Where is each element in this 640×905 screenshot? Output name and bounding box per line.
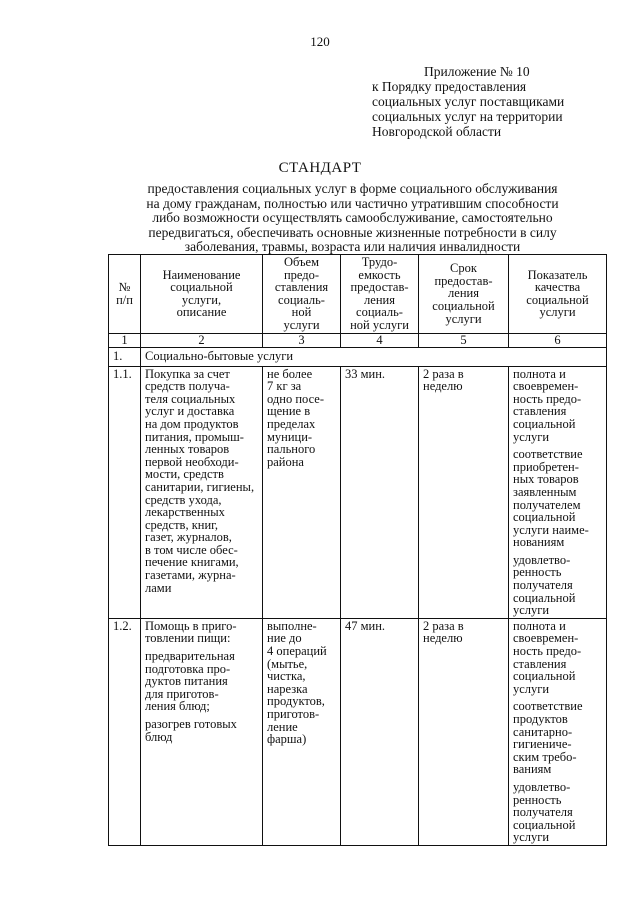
- cell-text-line: социальной: [513, 590, 576, 605]
- cell-text-line: ность предо-: [513, 391, 582, 406]
- cell-text-line: ления блюд;: [145, 699, 210, 714]
- cell-text-line: услуги: [513, 429, 550, 444]
- cell-text-line: блюд: [145, 729, 173, 744]
- cell-text-line: услуг и доставка: [145, 404, 235, 419]
- cell-text-line: получателем: [513, 497, 581, 512]
- cell-text-line: приобретен-: [513, 459, 579, 474]
- cell-text-line: не более: [267, 366, 313, 381]
- appendix-line: к Порядку предоставления: [372, 79, 527, 94]
- table-row: [109, 366, 607, 618]
- cell-paragraph: [513, 700, 602, 776]
- subtitle-line: передвигаться, обеспечивать основные жизненные потребности в силу: [148, 224, 557, 240]
- cell-text-line: выполне-: [267, 618, 317, 633]
- cell-paragraph: [145, 368, 258, 595]
- cell-text-line: услуги наиме-: [513, 522, 589, 537]
- quality-cell: [509, 366, 607, 618]
- section-row: [109, 347, 607, 366]
- cell-text-line: емкость: [358, 267, 401, 282]
- cell-text-line: пального: [267, 442, 316, 457]
- cell-text-line: подготовка про-: [145, 661, 231, 676]
- cell-text-line: для приготов-: [145, 686, 219, 701]
- cell-text-line: услуги: [445, 311, 482, 326]
- cell-text-line: 33 мин.: [345, 366, 386, 381]
- subtitle-line: предоставления социальных услуг в форме социального обслуживания: [147, 181, 558, 196]
- cell-text-line: социальной: [513, 416, 576, 431]
- term-cell: [419, 366, 509, 618]
- cell-paragraph: [145, 718, 258, 743]
- cell-text-line: мости, средств: [145, 467, 224, 482]
- cell-text-line: ной: [291, 305, 312, 320]
- document-subtitle: [110, 182, 595, 255]
- cell-paragraph: [513, 554, 602, 617]
- cell-text-line: своевремен-: [513, 631, 579, 646]
- cell-text-line: дуктов питания: [145, 674, 228, 689]
- header-cell-labor: [341, 255, 419, 334]
- row-number: 1.1.: [109, 366, 141, 618]
- cell-text-line: ления: [448, 286, 479, 301]
- cell-paragraph: [513, 620, 602, 696]
- cell-text-line: предостав-: [350, 280, 409, 295]
- cell-text-line: услуги: [513, 603, 550, 618]
- cell-text-line: района: [267, 454, 304, 469]
- cell-text-line: ставления: [274, 280, 329, 295]
- section-title: Социально-бытовые услуги: [141, 347, 607, 366]
- cell-text-line: продуктов: [513, 712, 568, 726]
- appendix-line: социальных услуг на территории: [372, 109, 563, 124]
- appendix-title: Приложение № 10: [424, 64, 530, 79]
- volume-cell: [263, 618, 341, 845]
- cell-text-line: предварительная: [145, 649, 235, 664]
- cell-text-line: соответствие: [513, 447, 583, 462]
- cell-text-line: неделю: [423, 379, 463, 394]
- row-number: 1.2.: [109, 618, 141, 845]
- cell-text-line: ления: [364, 292, 395, 307]
- cell-text-line: Помощь в приго-: [145, 618, 237, 633]
- cell-text-line: 4 операций: [267, 644, 327, 659]
- cell-text-line: ность предо-: [513, 644, 582, 659]
- cell-text-line: (мытье,: [267, 656, 308, 671]
- cell-text-line: разогрев готовых: [145, 717, 237, 731]
- standard-table: [108, 254, 607, 846]
- cell-text-line: газет, журналов,: [145, 530, 232, 545]
- cell-text-line: средств ухода,: [145, 492, 222, 507]
- cell-text-line: 47 мин.: [345, 618, 386, 633]
- subtitle-line: заболевания, травмы, возраста или наличия инвалидности: [184, 239, 521, 254]
- cell-paragraph: [513, 368, 602, 444]
- cell-text-line: одно посе-: [267, 391, 324, 406]
- cell-text-line: газетами, журна-: [145, 568, 236, 583]
- cell-text-line: описание: [176, 305, 227, 320]
- cell-text-line: предо-: [283, 267, 320, 282]
- cell-paragraph: [513, 781, 602, 844]
- cell-text-line: услуги: [283, 317, 320, 332]
- document-heading: СТАНДАРТ: [278, 160, 362, 176]
- cell-paragraph: [145, 650, 258, 713]
- cell-text-line: социаль-: [356, 305, 403, 320]
- cell-paragraph: [145, 620, 258, 645]
- cell-text-line: ваниям: [513, 762, 552, 777]
- term-cell: [419, 618, 509, 845]
- cell-paragraph: [513, 448, 602, 549]
- header-cell-quality: [509, 255, 607, 334]
- cell-text-line: социальной: [170, 280, 233, 295]
- cell-text-line: полнота и: [513, 618, 566, 633]
- cell-text-line: ние до: [267, 631, 302, 646]
- column-number: 3: [263, 333, 341, 347]
- cell-text-line: средств получа-: [145, 379, 230, 394]
- cell-text-line: товлении пищи:: [145, 631, 231, 646]
- header-cell-volume: [263, 255, 341, 334]
- table-header-row: [109, 255, 607, 334]
- cell-text-line: 7 кг за: [267, 379, 302, 394]
- section-number: 1.: [109, 347, 141, 366]
- subtitle-line: на дому гражданам, полностью или частично утратившим способности: [146, 195, 559, 211]
- cell-text-line: полнота и: [513, 366, 566, 381]
- cell-text-line: ление: [267, 719, 298, 734]
- cell-text-line: получателя: [513, 578, 573, 593]
- cell-text-line: ной услуги: [350, 317, 409, 332]
- cell-text-line: печение книгами,: [145, 555, 239, 570]
- table-row: [109, 618, 607, 845]
- cell-text-line: в том числе обес-: [145, 542, 238, 557]
- header-cell-name: [141, 255, 263, 334]
- header-cell-number: [109, 255, 141, 334]
- cell-text-line: заявленным: [513, 484, 577, 499]
- cell-text-line: социальной: [513, 669, 576, 684]
- cell-text-line: ленных товаров: [145, 442, 230, 457]
- cell-text-line: Срок: [450, 261, 477, 276]
- cell-text-line: Объем: [284, 255, 319, 269]
- labor-cell: [341, 618, 419, 845]
- column-number-row: [109, 333, 607, 347]
- cell-text-line: ных товаров: [513, 472, 579, 487]
- cell-text-line: социальной: [432, 299, 495, 314]
- cell-text-line: продуктов,: [267, 694, 325, 709]
- cell-text-line: питания, промыш-: [145, 429, 244, 444]
- cell-text-line: социальной: [513, 817, 576, 832]
- column-number: 1: [109, 333, 141, 347]
- cell-text-line: услуги,: [181, 292, 222, 307]
- cell-text-line: удовлетво-: [513, 552, 571, 567]
- service-name-cell: [141, 366, 263, 618]
- labor-cell: [341, 366, 419, 618]
- cell-text-line: ставления: [513, 656, 567, 671]
- cell-text-line: ренность: [513, 565, 562, 580]
- quality-cell: [509, 618, 607, 845]
- cell-text-line: Наименование: [162, 267, 241, 282]
- column-number: 4: [341, 333, 419, 347]
- column-number: 6: [509, 333, 607, 347]
- cell-text-line: санитарно-: [513, 724, 573, 739]
- cell-text-line: ставления: [513, 404, 567, 419]
- cell-text-line: пределах: [267, 416, 316, 431]
- cell-text-line: чистка,: [267, 669, 306, 684]
- cell-text-line: Трудо-: [361, 255, 398, 269]
- column-number: 2: [141, 333, 263, 347]
- cell-text-line: фарша): [267, 732, 307, 747]
- cell-text-line: социальной: [513, 510, 576, 525]
- cell-text-line: теля социальных: [145, 391, 236, 406]
- header-cell-term: [419, 255, 509, 334]
- cell-text-line: удовлетво-: [513, 779, 571, 794]
- cell-text-line: муници-: [267, 429, 313, 444]
- cell-text-line: предостав-: [434, 273, 493, 288]
- cell-text-line: лами: [145, 580, 172, 595]
- cell-text-line: своевремен-: [513, 379, 579, 394]
- appendix-line: социальных услуг поставщиками: [372, 94, 565, 109]
- cell-text-line: неделю: [423, 631, 463, 646]
- cell-text-line: получателя: [513, 805, 573, 820]
- cell-text-line: лекарственных: [145, 505, 225, 520]
- cell-text-line: Покупка за счет: [145, 366, 230, 381]
- cell-text-line: средств, книг,: [145, 517, 218, 532]
- cell-text-line: п/п: [116, 292, 133, 307]
- cell-text-line: гигиениче-: [513, 737, 572, 752]
- cell-text-line: санитарии, гигиены,: [145, 479, 255, 494]
- cell-text-line: услуги: [513, 681, 550, 696]
- cell-text-line: на дом продуктов: [145, 416, 239, 431]
- cell-text-line: социальной: [526, 292, 589, 307]
- cell-text-line: качества: [534, 280, 581, 295]
- cell-text-line: ским требо-: [513, 749, 577, 764]
- appendix-block: [372, 64, 632, 139]
- cell-text-line: приготов-: [267, 707, 320, 721]
- cell-text-line: 2 раза в: [423, 618, 464, 633]
- cell-text-line: щение в: [267, 404, 311, 419]
- cell-text-line: нарезка: [267, 681, 308, 696]
- column-number: 5: [419, 333, 509, 347]
- cell-text-line: услуги: [513, 830, 550, 845]
- appendix-line: Новгородской области: [372, 124, 502, 139]
- service-name-cell: [141, 618, 263, 845]
- cell-text-line: ренность: [513, 792, 562, 807]
- page-number: 120: [310, 34, 330, 49]
- cell-text-line: услуги: [539, 305, 576, 320]
- cell-text-line: первой необходи-: [145, 454, 239, 469]
- subtitle-line: либо возможности осуществлять самообслуживание, самостоятельно: [152, 210, 553, 225]
- volume-cell: [263, 366, 341, 618]
- cell-text-line: 2 раза в: [423, 366, 464, 381]
- cell-text-line: №: [118, 280, 131, 295]
- cell-text-line: соответствие: [513, 699, 583, 714]
- cell-text-line: социаль-: [278, 292, 325, 307]
- cell-text-line: нованиям: [513, 535, 565, 550]
- cell-text-line: Показатель: [527, 267, 588, 282]
